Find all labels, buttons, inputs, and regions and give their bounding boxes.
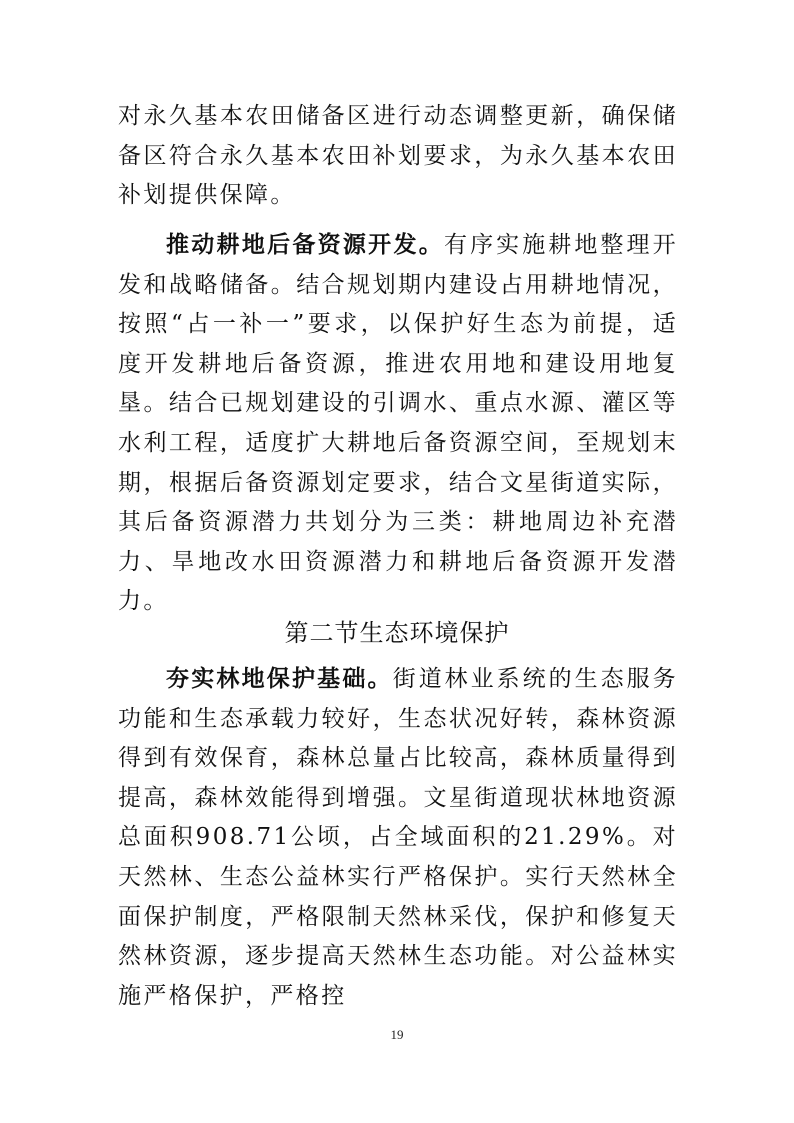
paragraph-farmland-reserve — [118, 226, 678, 622]
section-heading: 第二节生态环境保护 — [284, 619, 510, 647]
paragraph-text: 对永久基本农田储备区进行动态调整更新，确保储备区符合永久基本农田补划要求，为永久基本农田补划提供保障。 — [118, 103, 678, 209]
paragraph-body — [118, 660, 678, 1016]
paragraph-forest-protection — [118, 660, 678, 1016]
paragraph-body — [118, 226, 678, 622]
page-number: 19 — [390, 1027, 404, 1042]
paragraph-lead: 夯实林地保护基础。 — [166, 666, 393, 692]
paragraph-text: 街道林业系统的生态服务功能和生态承载力较好，生态状况好转，森林资源得到有效保育，森林总量占比较高，森林质量得到提高，森林效能得到增强。文星街道现状林地资源总面积908.71公顷，占全域面积的21.29%。对天然林、生态公益林实行严格保护。实行天然林全面保护制度，严格限制天然林采伐，保护和修复天然林资源，逐步提高天然林生态功能。对公益林实施严格保护，严格控 — [118, 666, 678, 1009]
paragraph-reserve-area — [118, 97, 678, 216]
paragraph-lead: 推动耕地后备资源开发。 — [166, 232, 444, 258]
paragraph-text: 有序实施耕地整理开发和战略储备。结合规划期内建设占用耕地情况，按照“占一补一”要求，以保护好生态为前提，适度开发耕地后备资源，推进农用地和建设用地复垦。结合已规划建设的引调水、重点水源、灌区等水利工程，适度扩大耕地后备资源空间，至规划末期，根据后备资源划定要求，结合文星街道实际，其后备资源潜力共划分为三类：耕地周边补充潜力、旱地改水田资源潜力和耕地后备资源开发潜力。 — [118, 232, 678, 615]
